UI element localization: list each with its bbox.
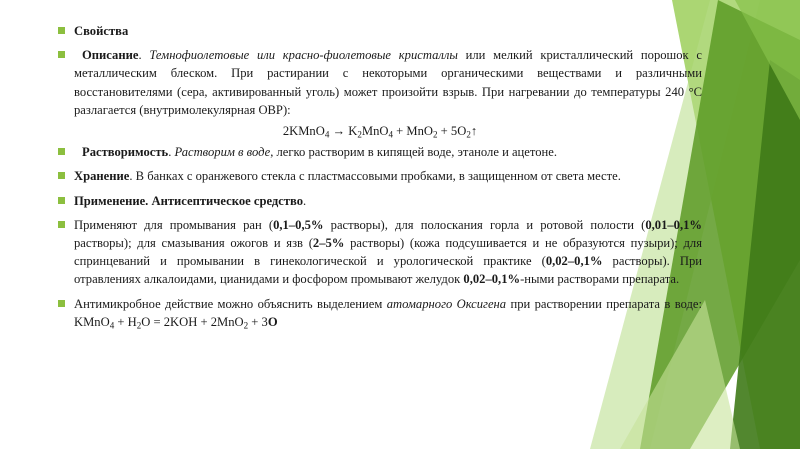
formula-sub: 4 xyxy=(324,129,330,140)
heading-item xyxy=(58,22,702,40)
content xyxy=(58,22,702,337)
solubility-text: , легко растворим в кипящей воде, этаноле и ацетоне. xyxy=(270,145,557,160)
bullet xyxy=(58,148,65,155)
usage-text: Применяют для промывания ран ( xyxy=(74,217,274,232)
up-arrow-icon: ↑ xyxy=(470,124,478,139)
solubility-label: Растворимость xyxy=(82,145,169,160)
description-italic: Темнофиолетовые или красно-фиолетовые кристаллы xyxy=(149,48,458,63)
usage-concentration: 0,01–0,1% xyxy=(645,217,702,232)
solubility-italic: Растворим в воде xyxy=(174,145,271,160)
description-item xyxy=(58,46,702,119)
formula-part: MnO xyxy=(361,124,389,139)
formula-sub: 2 xyxy=(357,129,362,140)
antimicrobial-text: O = 2KOH + 2MnO xyxy=(141,314,244,329)
formula-sub: 2 xyxy=(433,129,438,140)
usage-text: растворы) (кожа подсушивается и не образуются пузыри); для спринцеваний и промывании в гинекологической и урологической практике ( xyxy=(74,236,702,269)
antimicrobial-text: при растворении препарата в воде: KMnO xyxy=(74,296,702,329)
bullet xyxy=(58,197,65,204)
formula-sub: 2 xyxy=(243,320,249,331)
antimicrobial-item xyxy=(58,295,702,331)
usage-text: -ными растворами препарата. xyxy=(520,272,680,287)
solubility-item xyxy=(58,143,702,161)
description-dot: . xyxy=(138,48,150,63)
description-label: Описание xyxy=(82,48,139,63)
antimicrobial-text: + H xyxy=(114,314,137,329)
antimicrobial-italic: атомарного Оксигена xyxy=(386,296,507,311)
usage-concentration: 2–5% xyxy=(312,236,345,251)
storage-text: . В банках с оранжевого стекла с пластмассовыми пробками, в защищенном от света месте. xyxy=(129,169,621,184)
oxygen-symbol: O xyxy=(267,314,278,329)
formula-sub: 2 xyxy=(136,320,142,331)
usage-concentration: 0,02–0,1% xyxy=(545,254,603,269)
formula-part: + MnO xyxy=(393,124,433,139)
bullet xyxy=(58,51,65,58)
formula-part: 2KMnO xyxy=(282,124,325,139)
usage-concentration: 0,02–0,1% xyxy=(463,272,521,287)
description-text: или мелкий кристаллический порошок с металлическим блеском. При растирании с некоторыми органическими веществами и различными восстановителями (сера, активированный уголь) может произойти взрыв. При нагревании до температуры 240 °С разлагается (внутримолекулярная ОВР): xyxy=(74,48,702,117)
usage-item xyxy=(58,216,702,289)
bullet xyxy=(58,221,65,228)
formula-sub: 4 xyxy=(388,129,393,140)
decomposition-formula xyxy=(58,122,702,140)
antimicrobial-text: Антимикробное действие можно объяснить выделением xyxy=(74,296,387,311)
formula-sub: 4 xyxy=(109,320,115,331)
application-item xyxy=(58,192,702,210)
bullet xyxy=(58,300,65,307)
usage-concentration: 0,1–0,5% xyxy=(273,217,324,232)
application-dot: . xyxy=(303,193,307,208)
application-label: Применение. Антисептическое средство xyxy=(74,193,304,208)
formula-sub: 2 xyxy=(466,129,471,140)
bullet xyxy=(58,172,65,179)
solubility-dot: . xyxy=(168,145,175,160)
heading: Свойства xyxy=(74,24,129,38)
antimicrobial-text: + 3 xyxy=(248,314,268,329)
formula-part: + 5O xyxy=(437,124,467,139)
usage-text: растворы); для смазывания ожогов и язв ( xyxy=(74,236,313,251)
storage-label: Хранение xyxy=(74,169,130,184)
usage-text: растворы). При отравлениях алкалоидами, цианидами и фосфором промывают желудок xyxy=(74,254,703,287)
formula-arrow: → K xyxy=(329,124,358,139)
bullet xyxy=(58,27,65,34)
usage-text: растворы), для полоскания горла и ротовой полости ( xyxy=(323,217,646,232)
storage-item xyxy=(58,167,702,185)
